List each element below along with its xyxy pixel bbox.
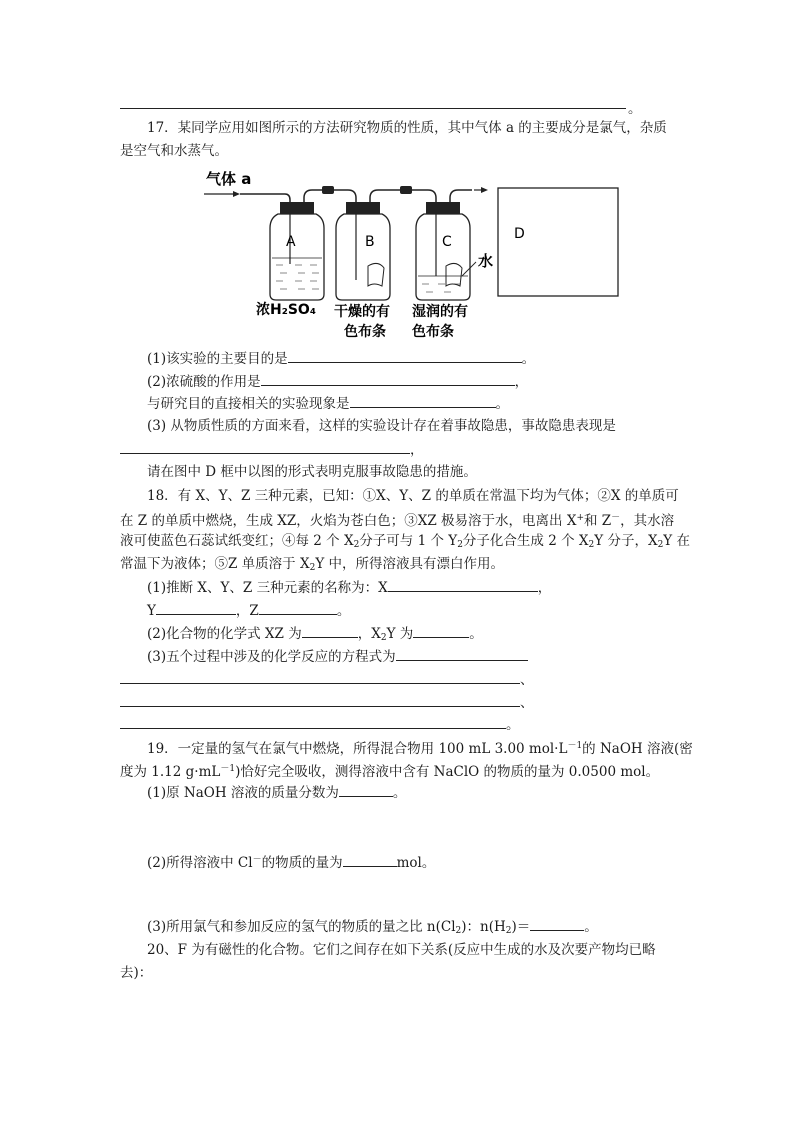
tube-connector — [322, 186, 334, 194]
q17-part-3: (3) 从物质性质的方面来看，这样的实验设计存在着事故隐患，事故隐患表现是 — [147, 418, 616, 434]
punctuation: ， — [514, 374, 529, 390]
q17-part-3-blank — [120, 439, 424, 460]
q18-equation-blank: 。 — [120, 714, 520, 735]
answer-blank — [120, 669, 520, 684]
bottle-a — [270, 202, 324, 300]
box-d — [498, 188, 618, 296]
wet-cloth-label-1: 湿润的有 — [412, 304, 468, 320]
q19-line-1: 19．一定量的氢气在氯气中燃烧，所得混合物用 100 mL 3.00 $mol\cdot L^{-1}$的 NaOH 溶液(密 — [147, 741, 693, 757]
answer-blank — [388, 577, 538, 592]
answer-blank — [288, 348, 522, 363]
q17-part-2b — [147, 393, 509, 414]
q18-line-1: 18．有 X、Y、Z 三种元素，已知：①X、Y、Z 的单质在常温下均为气体；②X 的单质可 — [147, 488, 679, 504]
q18-line-4: 常温下为液体；⑤Z 单质溶于 $X_2Y$ 中，所得溶液具有漂白作用。 — [120, 556, 505, 573]
bottle-b-label: B — [365, 234, 375, 250]
q18-part-3: (3)五个过程中涉及的化学反应的方程式为 — [147, 646, 528, 667]
box-d-label: D — [514, 226, 525, 242]
q19-line-2: 度为 1.12 $g\cdot mL^{-1}$)恰好完全吸收，测得溶液中含有 NaClO 的物质的量为 0.0500 mol。 — [120, 764, 660, 780]
bottle-stopper — [346, 202, 380, 214]
q17-intro-line-2: 是空气和水蒸气。 — [120, 143, 228, 159]
q20-line-2: 去)： — [120, 965, 153, 981]
answer-blank — [156, 600, 236, 615]
q19-part-3: (3)所用氯气和参加反应的氢气的物质的量之比 $n(Cl_2)$：$n(H_2)=$ 。 — [147, 916, 598, 941]
tube-connector — [400, 186, 412, 194]
dry-cloth-label-1: 干燥的有 — [334, 304, 390, 320]
bottle-b — [336, 202, 390, 300]
punctuation: 。 — [521, 351, 536, 367]
answer-blank — [339, 782, 393, 797]
bottle-stopper — [280, 202, 314, 214]
punctuation: ， — [537, 580, 552, 596]
bottle-c — [416, 202, 476, 300]
punctuation: 。 — [336, 603, 351, 619]
bottle-c-label: C — [442, 234, 452, 250]
punctuation: 。 — [469, 626, 483, 642]
answer-blank — [261, 371, 515, 386]
q18-equation-blank: 、 — [120, 692, 534, 713]
q19-part-1: (1)原 NaOH 溶液的质量分数为 。 — [147, 782, 406, 803]
answer-blank — [120, 439, 410, 454]
q20-line-1: 20、F 为有磁性的化合物。它们之间存在如下关系(反应中生成的水及次要产物均已略 — [147, 942, 656, 958]
question-text: (2)浓硫酸的作用是 — [147, 374, 261, 390]
punctuation: 。 — [628, 101, 642, 117]
answer-blank — [302, 623, 358, 638]
q18-part-1-yz: Y ，Z 。 — [147, 600, 350, 621]
q18-part-1 — [147, 577, 551, 598]
punctuation: 。 — [495, 396, 509, 412]
bottle-stopper — [426, 202, 460, 214]
water-label: 水 — [478, 252, 494, 270]
punctuation: ， — [410, 442, 424, 458]
q18-line-3: 液可使蓝色石蕊试纸变红；④每 2 个 $X_2$分子可与 1 个 $Y_2$分子化合生成 2 个 $X_2Y$ 分子，$X_2Y$ 在 — [120, 533, 691, 550]
answer-blank — [350, 393, 496, 408]
answer-blank — [530, 916, 584, 931]
q17-part-2 — [147, 371, 528, 392]
answer-blank — [259, 600, 337, 615]
answer-blank — [396, 646, 528, 661]
q17-part-1 — [147, 348, 535, 369]
q17-intro-line-1: 17．某同学应用如图所示的方法研究物质的性质，其中气体 a 的主要成分是氯气，杂质 — [147, 120, 667, 136]
answer-blank — [120, 692, 520, 707]
dry-cloth-label-2: 色布条 — [344, 324, 386, 340]
question-text: 与研究目的直接相关的实验现象是 — [147, 396, 350, 412]
answer-blank — [343, 852, 397, 867]
q17-apparatus-figure — [200, 168, 620, 348]
q18-equation-blank: 、 — [120, 669, 534, 690]
q17-part-3b: 请在图中 D 框中以图的形式表明克服事故隐患的措施。 — [147, 464, 477, 480]
answer-blank — [120, 108, 626, 109]
conc-h2so4-label: 浓H₂SO₄ — [256, 302, 316, 318]
arrow-icon — [233, 191, 240, 197]
question-text: (1)推断 X、Y、Z 三种元素的名称为：X — [147, 580, 388, 596]
gas-a-label: 气体 a — [206, 170, 252, 188]
bottle-a-label: A — [286, 234, 296, 250]
wet-cloth-label-2: 色布条 — [412, 324, 454, 340]
answer-blank — [413, 623, 469, 638]
answer-blank — [120, 714, 506, 729]
water-pointer — [462, 262, 476, 276]
q18-part-2: (2)化合物的化学式 XZ 为 ，$X_2Y$ 为 。 — [147, 623, 483, 648]
arrow-icon — [481, 187, 488, 193]
q19-part-2: (2)所得溶液中 Cl－的物质的量为 mol。 — [147, 850, 435, 873]
question-text: (1)该实验的主要目的是 — [147, 351, 288, 367]
q18-line-2: 在 Z 的单质中燃烧，生成 XZ，火焰为苍白色；③XZ 极易溶于水，电离出 X+和 Z－，其水溶 — [120, 513, 675, 529]
